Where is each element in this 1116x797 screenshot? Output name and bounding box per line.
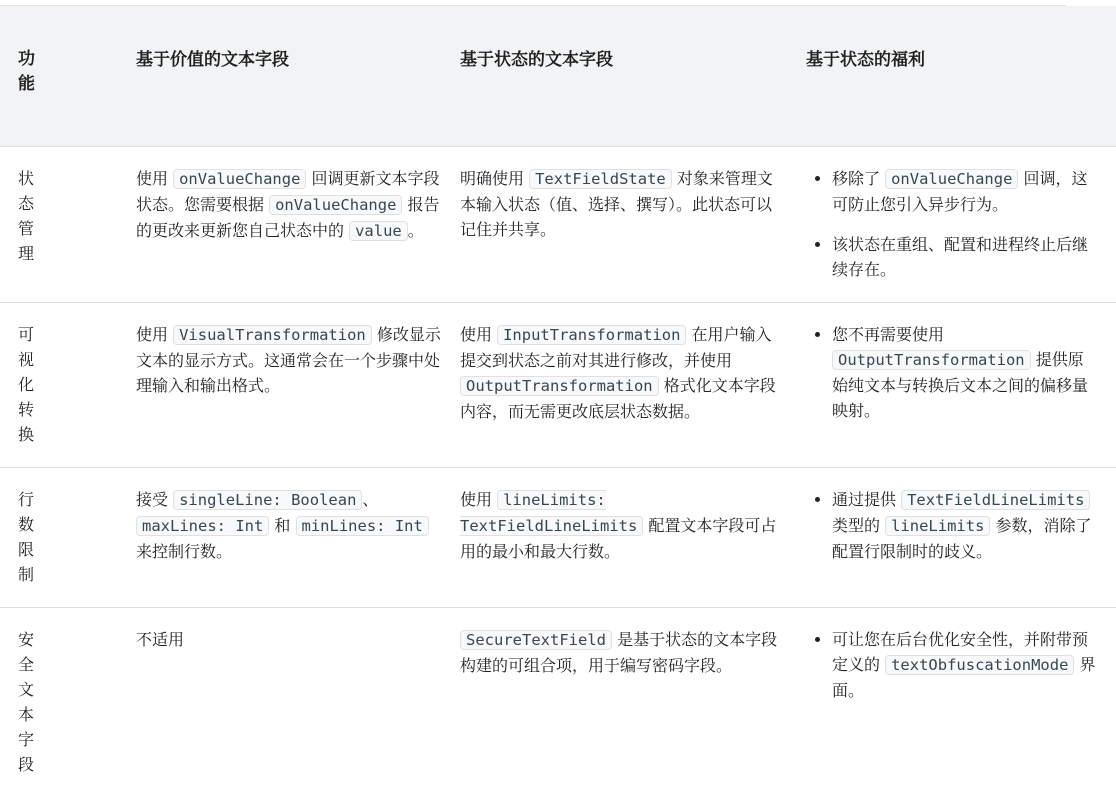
list-item: • 该状态在重组、配置和进程终止后继续存在。 [832,232,1098,282]
benefit-cell [806,467,1116,607]
benefit-cell [806,607,1116,797]
inline-code: TextFieldState [529,169,672,189]
list-item: • 可让您在后台优化安全性，并附带预定义的 textObfuscationMode 界面。 [832,627,1098,703]
table-row [0,607,1116,797]
feature-cell: 可视化转换 [18,324,35,444]
inline-code: SecureTextField [460,630,612,650]
benefit-list [806,487,1098,564]
inline-code: maxLines: Int [136,516,269,536]
value-based-cell: 不适用 [136,629,185,649]
inline-code: singleLine: Boolean [173,490,362,510]
feature-cell: 行数限制 [18,489,35,584]
list-item: • 移除了 onValueChange 回调，这可防止您引入异步行为。 [832,166,1098,217]
inline-code: InputTransformation [497,325,686,345]
header-state-based: 基于状态的文本字段 [460,50,613,70]
header-value-based: 基于价值的文本字段 [136,50,289,70]
list-item: • 您不再需要使用 OutputTransformation 提供原始纯文本与转换后文本之间的偏移量映射。 [832,322,1098,423]
benefit-list [806,166,1098,282]
value-based-cell: 使用 onValueChange 回调更新文本字段状态。您需要根据 onValueChange 报告的更改来更新您自己状态中的 value 。 [136,168,440,240]
benefit-list [806,322,1098,423]
state-based-cell: 使用 InputTransformation 在用户输入提交到状态之前对其进行修改，并使用 OutputTransformation 格式化文本字段内容，而无需更改底层状态数据。 [460,324,776,421]
inline-code: onValueChange [173,169,306,189]
value-based-cell: 使用 VisualTransformation 修改显示文本的显示方式。这通常会在一个步骤中处理输入和输出格式。 [136,324,441,395]
inline-code: onValueChange [885,169,1018,189]
inline-code: lineLimits [885,516,990,536]
inline-code: TextFieldLineLimits [901,490,1090,510]
benefit-list [806,627,1098,703]
header-feature: 功能 [18,49,35,94]
state-based-cell: 明确使用 TextFieldState 对象来管理文本输入状态（值、选择、撰写）。此状态可以记住并共享。 [460,168,773,239]
inline-code: OutputTransformation [832,350,1031,370]
inline-code: minLines: Int [296,516,429,536]
header-benefit: 基于状态的福利 [806,50,925,70]
benefit-cell [806,146,1116,302]
benefit-cell [806,302,1116,467]
table-row [0,146,1116,302]
inline-code: onValueChange [269,195,402,215]
table-header-row [0,6,1116,146]
comparison-table [0,6,1116,797]
inline-code: value [349,221,408,241]
inline-code: lineLimits: TextFieldLineLimits [460,490,643,536]
inline-code: OutputTransformation [460,376,659,396]
table-row [0,467,1116,607]
state-based-cell: SecureTextField 是基于状态的文本字段构建的可组合项，用于编写密码字段。 [460,629,778,675]
inline-code: VisualTransformation [173,325,372,345]
feature-cell: 安全文本字段 [18,629,35,774]
inline-code: textObfuscationMode [885,655,1074,675]
table-row [0,302,1116,467]
value-based-cell: 接受 singleLine: Boolean 、maxLines: Int 和 minLines: Int 来控制行数。 [50,467,460,607]
feature-cell: 状态管理 [18,168,35,263]
state-based-cell: 使用 lineLimits: TextFieldLineLimits 配置文本字段可占用的最小和最大行数。 [460,489,777,561]
list-item: • 通过提供 TextFieldLineLimits 类型的 lineLimits 参数，消除了配置行限制时的歧义。 [832,487,1098,564]
